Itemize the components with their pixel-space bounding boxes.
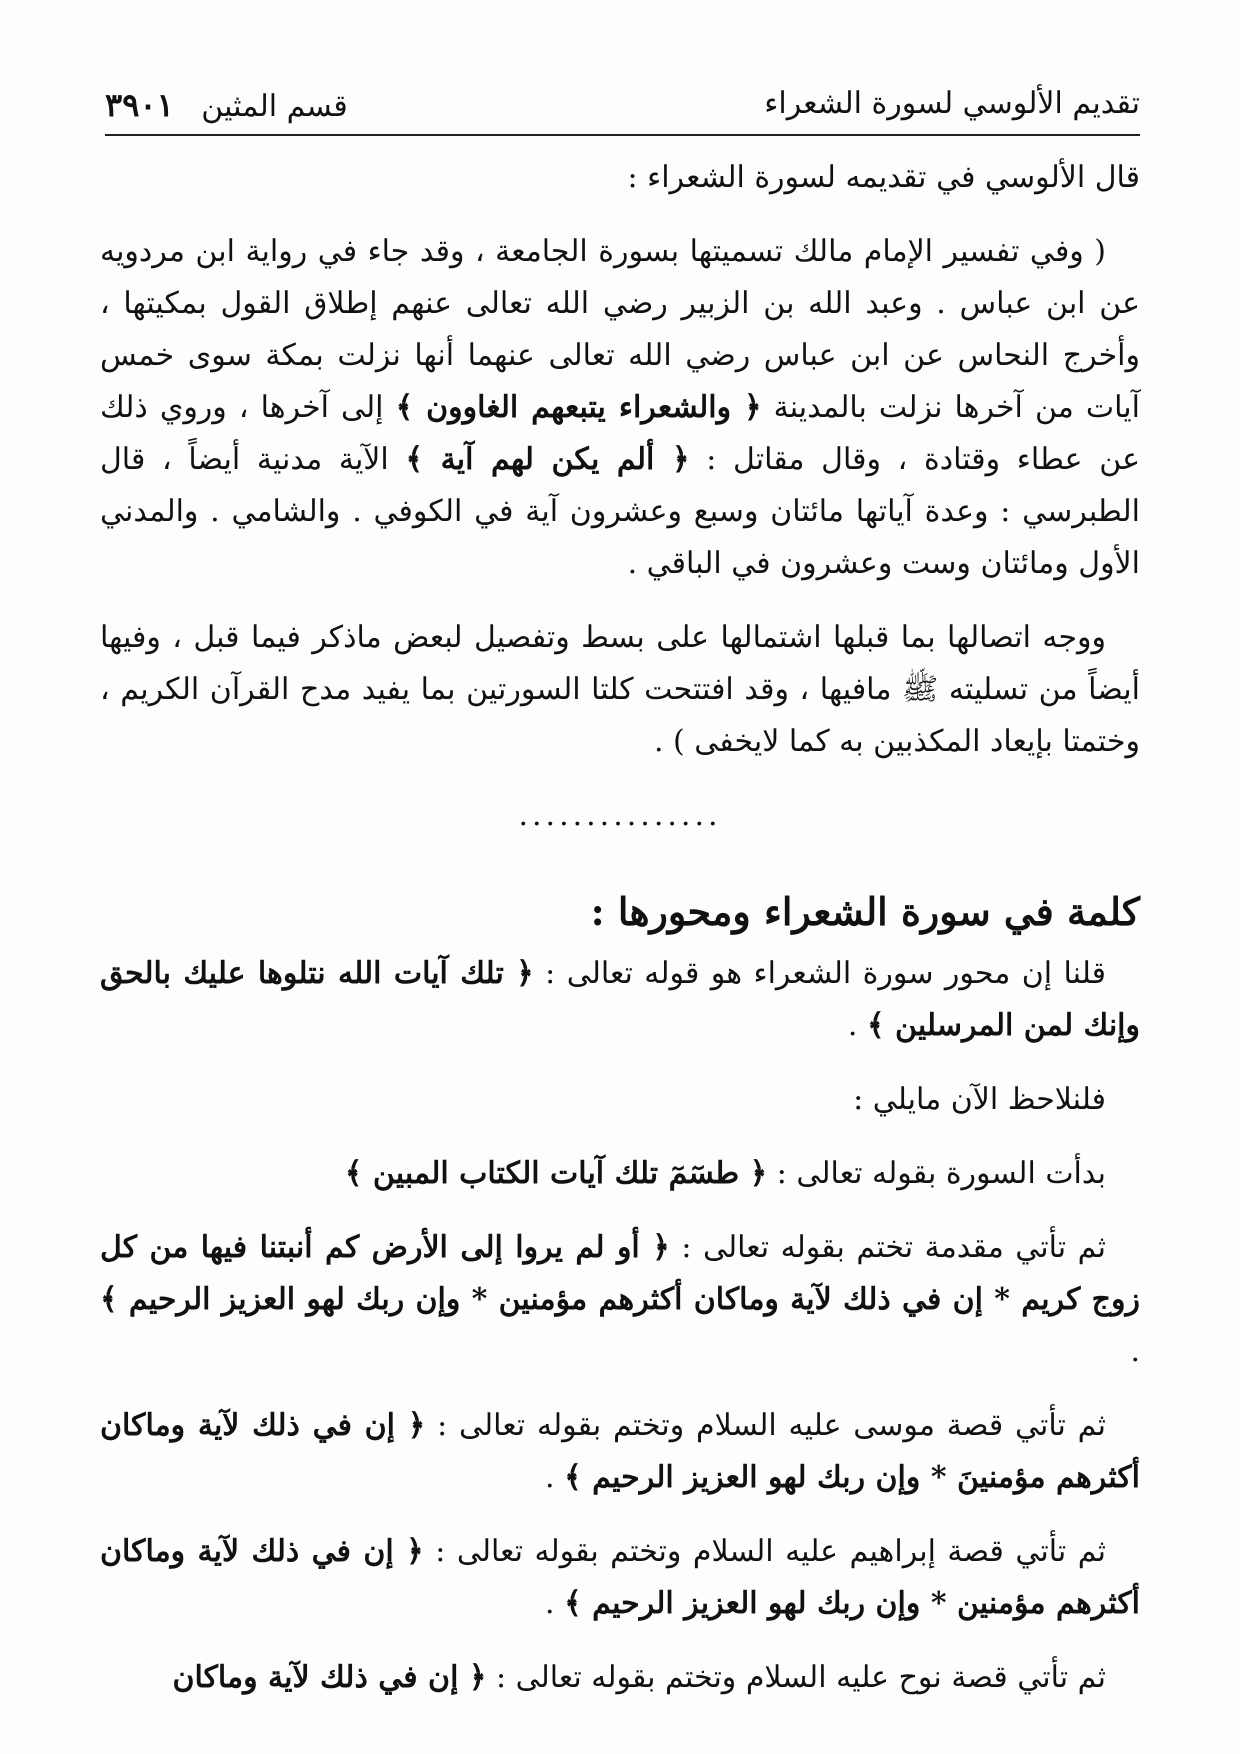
intro-section-text: ثم تأتي مقدمة تختم بقوله تعالى : (681, 1230, 1106, 1265)
opening-text: بدأت السورة بقوله تعالى : (776, 1156, 1106, 1191)
header-rule (105, 134, 1140, 136)
axis-end: . (847, 1008, 858, 1043)
musa-paragraph (100, 1400, 1140, 1504)
axis-text: قلنا إن محور سورة الشعراء هو قوله تعالى : (545, 956, 1106, 991)
observe-line: فلنلاحظ الآن مايلي : (853, 1082, 1106, 1117)
header-section: قسم المثين (201, 89, 348, 124)
header-section-page (105, 86, 348, 124)
intro-section-paragraph (100, 1222, 1140, 1378)
section-separator: ............... (518, 798, 722, 833)
axis-verse: ﴿ تلك آيات الله نتلوها عليك بالحق وإنك لمن المرسلين ﴾ (100, 956, 1140, 1043)
page-body (100, 152, 1140, 1704)
quote-text-b: إلى آخرها ، وروي ذلك عن عطاء وقتادة ، وقال مقاتل : (100, 390, 1140, 477)
quote-text-a: ( وفي تفسير الإمام مالك تسميتها بسورة الجامعة ، وقد جاء في رواية ابن مردويه عن ابن عباس . وعبد الله بن الزبير رضي الله تعالى عنهم إطلاق القول بمكيتها ، وأخرج النحاس عن ابن عباس رضي الله تعالى عنهما أنها نزلت بمكة سوى خمس آيات من آخرها نزلت بالمدينة (100, 234, 1140, 425)
ibrahim-paragraph (100, 1526, 1140, 1630)
running-header (105, 86, 1140, 128)
ibrahim-verse: ﴿ إن في ذلك لآية وماكان أكثرهم مؤمنين * وإن ربك لهو العزيز الرحيم ﴾ (100, 1534, 1140, 1621)
nuh-text: ثم تأتي قصة نوح عليه السلام وتختم بقوله تعالى : (495, 1660, 1106, 1695)
musa-end: . (545, 1460, 555, 1495)
ibrahim-text: ثم تأتي قصة إبراهيم عليه السلام وتختم بقوله تعالى : (435, 1534, 1107, 1569)
verse-quote-1: ﴿ والشعراء يتبعهم الغاوون ﴾ (395, 390, 762, 425)
quote-paragraph (100, 226, 1140, 590)
intro-section-verse: ﴿ أو لم يروا إلى الأرض كم أنبتنا فيها من كل زوج كريم * إن في ذلك لآية وماكان أكثرهم مؤمنين * وإن ربك لهو العزيز الرحيم ﴾ (100, 1230, 1140, 1317)
quote-text-c: الآية مدنية أيضاً ، قال الطبرسي : وعدة آياتها مائتان وسبع وعشرون آية في الكوفي . والشامي . والمدني الأول ومائتان وست وعشرون في الباقي . (100, 442, 1140, 581)
opening-paragraph (100, 1148, 1140, 1200)
intro-line: قال الألوسي في تقديمه لسورة الشعراء : (627, 160, 1140, 195)
musa-verse: ﴿ إن في ذلك لآية وماكان أكثرهم مؤمنينَ * وإن ربك لهو العزيز الرحيم ﴾ (100, 1408, 1140, 1495)
nuh-verse: ﴿ إن في ذلك لآية وماكان (172, 1660, 487, 1695)
intro-section-end: . (1130, 1334, 1140, 1369)
section-heading: كلمة في سورة الشعراء ومحورها : (590, 889, 1140, 934)
page-number: ٣٩٠١ (105, 86, 174, 124)
opening-verse: ﴿ طسٓمٓ تلك آيات الكتاب المبين ﴾ (344, 1156, 768, 1191)
musa-text: ثم تأتي قصة موسى عليه السلام وتختم بقوله تعالى : (437, 1408, 1106, 1443)
nuh-paragraph (100, 1652, 1140, 1704)
verse-quote-2: ﴿ ألم يكن لهم آية ﴾ (405, 442, 690, 477)
ibrahim-end: . (545, 1586, 555, 1621)
connection-paragraph: ووجه اتصالها بما قبلها اشتمالها على بسط وتفصيل لبعض ماذكر فيما قبل ، وفيها أيضاً من تسليته ﷺ مافيها ، وقد افتتحت كلتا السورتين بما يفيد مدح القرآن الكريم ، وختمتا بإيعاد المكذبين به كما لايخفى ) . (100, 620, 1140, 759)
axis-paragraph (100, 948, 1140, 1052)
header-title: تقديم الألوسي لسورة الشعراء (764, 86, 1140, 121)
